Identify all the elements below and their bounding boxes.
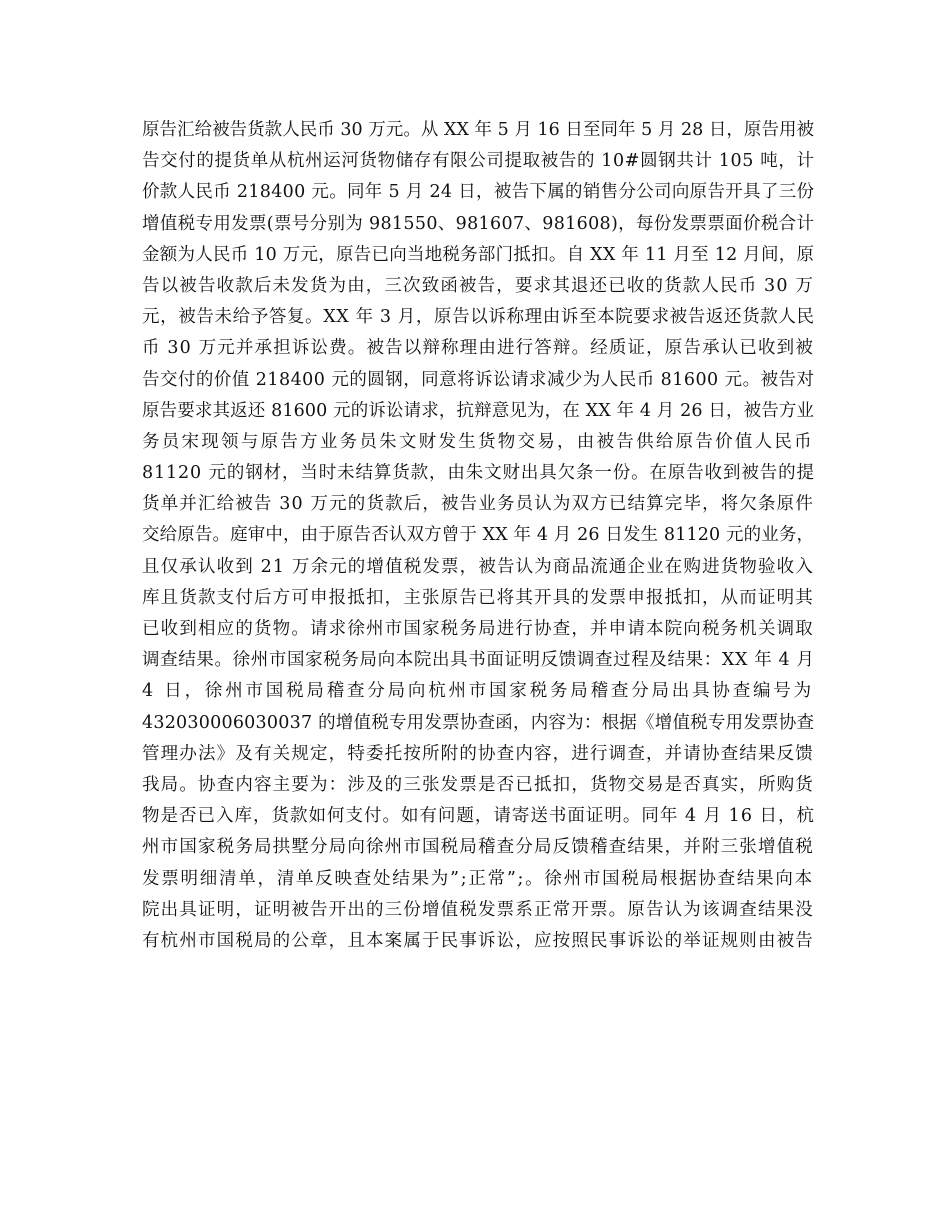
text-line-content: 交给原告。庭审中，由于原告否认双方曾于 XX 年 4 月 26 日发生 81120 元的业务， <box>142 525 815 546</box>
text-line <box>142 770 814 801</box>
text-line <box>142 333 814 364</box>
text-line-content: 州市国家税务局拱墅分局向徐州市国税局稽查分局反馈稽查结果，并附三张增值税 <box>142 837 814 858</box>
text-line-content: 物是否已入库，货款如何支付。如有问题，请寄送书面证明。同年 4 月 16 日，杭 <box>142 806 815 827</box>
text-line <box>142 365 814 396</box>
text-line-content: 且仅承认收到 21 万余元的增值税发票，被告认为商品流通企业在购进货物验收入 <box>142 556 814 577</box>
text-line-content: 432030006030037 的增值税专用发票协查函，内容为：根据《增值税专用发票协查 <box>142 712 815 733</box>
text-line <box>142 396 814 427</box>
text-line-content: 告交付的价值 218400 元的圆钢，同意将诉讼请求减少为人民币 81600 元。被告对 <box>142 369 815 390</box>
text-line-content: 我局。协查内容主要为：涉及的三张发票是否已抵扣，货物交易是否真实，所购货 <box>142 774 814 795</box>
text-line-content: 已收到相应的货物。请求徐州市国家税务局进行协查，并申请本院向税务机关调取 <box>142 619 814 639</box>
text-line <box>142 583 814 614</box>
text-line <box>142 489 814 520</box>
text-line <box>142 676 814 707</box>
text-line <box>142 801 814 832</box>
text-line-content: 原告要求其返还 81600 元的诉讼请求，抗辩意见为，在 XX 年 4 月 26 日，被告方业 <box>142 400 815 421</box>
text-line-content: 务员宋现领与原告方业务员朱文财发生货物交易，由被告供给原告价值人民币 <box>142 431 814 452</box>
text-line-content: 金额为人民币 10 万元，原告已向当地税务部门抵扣。自 XX 年 11 月至 12 月间，原 <box>142 244 815 265</box>
text-line-content: 发票明细清单，清单反映查处结果为”;正常”;。徐州市国税局根据协查结果向本 <box>142 868 814 889</box>
text-line <box>142 271 814 302</box>
text-line-content: 管理办法》及有关规定，特委托按所附的协查内容，进行调查，并请协查结果反馈 <box>142 743 814 764</box>
text-line-content: 调查结果。徐州市国家税务局向本院出具书面证明反馈调查过程及结果：XX 年 4 月 <box>142 650 815 671</box>
text-line <box>142 864 814 895</box>
text-line-content: 原告汇给被告货款人民币 30 万元。从 XX 年 5 月 16 日至同年 5 月 28 日，原告用被 <box>142 120 815 140</box>
text-line <box>142 146 814 177</box>
text-line-content: 增值税专用发票(票号分别为 981550、981607、981608)，每份发票票面价税合计 <box>142 213 815 234</box>
text-line <box>142 739 814 770</box>
document-body <box>142 115 814 957</box>
text-line <box>142 520 814 551</box>
text-line-content: 告交付的提货单从杭州运河货物储存有限公司提取被告的 10#圆钢共计 105 吨，计 <box>142 151 815 172</box>
text-line-content: 告以被告收款后未发货为由，三次致函被告，要求其退还已收的货款人民币 30 万 <box>142 275 814 296</box>
text-line <box>142 926 814 957</box>
text-line <box>142 177 814 208</box>
text-line <box>142 708 814 739</box>
text-line <box>142 832 814 863</box>
text-line <box>142 302 814 333</box>
text-line <box>142 895 814 926</box>
text-line-content: 院出具证明，证明被告开出的三份增值税发票系正常开票。原告认为该调查结果没 <box>142 899 814 920</box>
text-line <box>142 115 814 146</box>
text-line <box>142 427 814 458</box>
text-line-content: 货单并汇给被告 30 万元的货款后，被告业务员认为双方已结算完毕，将欠条原件 <box>142 494 814 515</box>
text-line <box>142 552 814 583</box>
text-line <box>142 614 814 645</box>
text-line <box>142 645 814 676</box>
text-line-content: 币 30 万元并承担诉讼费。被告以辩称理由进行答辩。经质证，原告承认已收到被 <box>142 338 814 359</box>
text-line <box>142 240 814 271</box>
text-line-content: 4 日，徐州市国税局稽查分局向杭州市国家税务局稽查分局出具协查编号为 <box>142 681 814 702</box>
text-line-content: 价款人民币 218400 元。同年 5 月 24 日，被告下属的销售分公司向原告开具了三份 <box>142 182 815 203</box>
text-line <box>142 458 814 489</box>
text-line-content: 81120 元的钢材，当时未结算货款，由朱文财出具欠条一份。在原告收到被告的提 <box>142 463 815 484</box>
text-line-content: 库且货款支付后方可申报抵扣，主张原告已将其开具的发票申报抵扣，从而证明其 <box>142 587 814 608</box>
text-line-content: 有杭州市国税局的公章，且本案属于民事诉讼，应按照民事诉讼的举证规则由被告 <box>142 930 814 951</box>
text-line-content: 元，被告未给予答复。XX 年 3 月，原告以诉称理由诉至本院要求被告返还货款人民 <box>142 307 815 328</box>
text-line <box>142 209 814 240</box>
